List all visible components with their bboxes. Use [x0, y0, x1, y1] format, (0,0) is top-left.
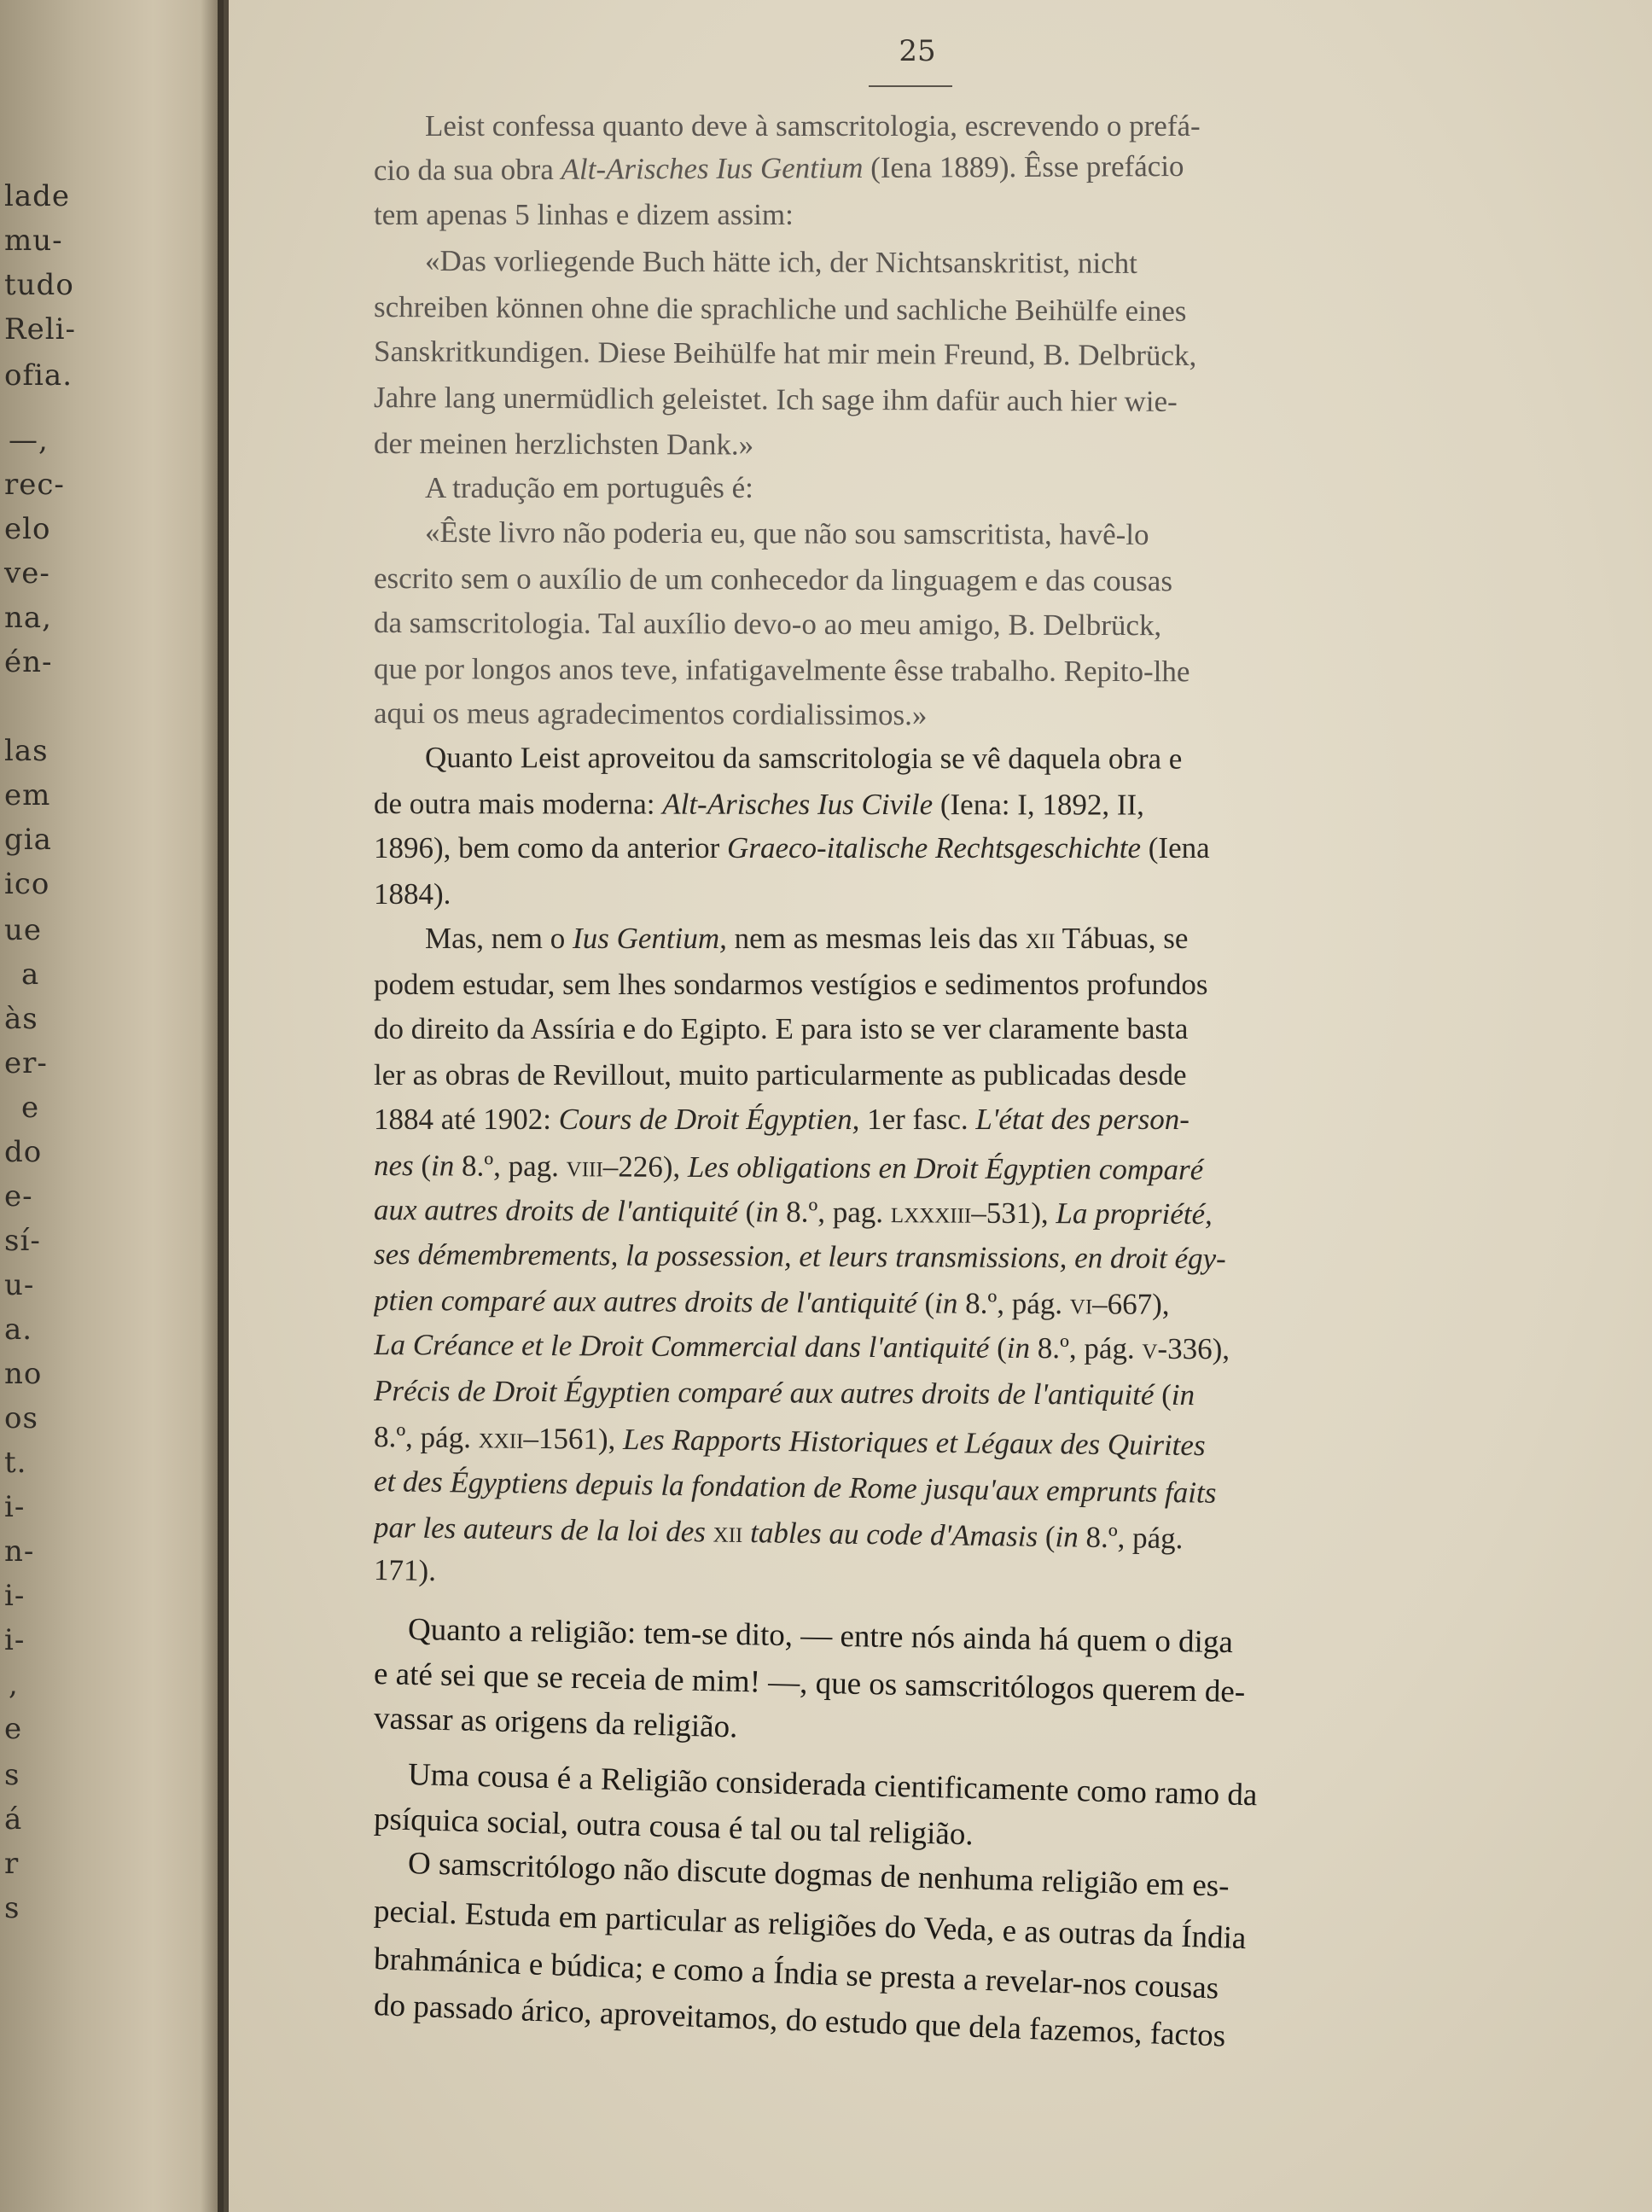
- text-run: (: [916, 1286, 935, 1320]
- text-run: 1884).: [374, 877, 451, 911]
- italic-text: La Créance et le Droit Commercial dans l'antiquité: [373, 1328, 990, 1365]
- text-run: psíquica social, outra cousa é tal ou tal religião.: [373, 1802, 974, 1853]
- italic-text: ses démembrements, la possession, et leurs transmissions, en droit égy-: [373, 1237, 1226, 1276]
- facing-page-fragment: i-: [4, 1579, 26, 1613]
- facing-page-fragment: ico: [4, 867, 50, 901]
- text-run: vassar as origens da religião.: [373, 1701, 738, 1745]
- text-run: 1896), bem como da anterior: [374, 831, 728, 864]
- italic-text: L'état des person-: [975, 1103, 1190, 1136]
- facing-page-fragment: s: [4, 1891, 20, 1925]
- text-line: [374, 968, 1483, 1012]
- page-number: 25: [899, 34, 936, 68]
- italic-text: Les obligations en Droit Égyptien comparé: [687, 1150, 1204, 1187]
- italic-text: tables au code d'Amasis: [742, 1516, 1038, 1553]
- italic-text: in: [430, 1149, 455, 1183]
- facing-page-fragment: t.: [4, 1446, 27, 1480]
- text-line: [374, 381, 1483, 431]
- text-run: (: [737, 1195, 756, 1229]
- text-run: tem apenas 5 linhas e dizem assim:: [374, 198, 794, 231]
- facing-page-fragment: ue: [4, 913, 43, 947]
- text-line: [374, 1328, 1483, 1378]
- small-caps-text: xxii: [478, 1421, 524, 1455]
- italic-text: par les auteurs de la loi des: [373, 1511, 713, 1549]
- facing-page-fragment: os: [4, 1401, 38, 1435]
- text-line: [374, 1058, 1483, 1103]
- facing-page-fragment: i-: [4, 1623, 26, 1657]
- text-line: [374, 290, 1483, 341]
- facing-page-fragment: rec-: [4, 468, 65, 502]
- small-caps-text: xii: [713, 1515, 743, 1550]
- text-run: nem as mesmas leis das: [726, 922, 1026, 955]
- text-run: escrito sem o auxílio de um conhecedor da linguagem e das cousas: [373, 562, 1173, 598]
- facing-page-fragment: em: [4, 778, 51, 812]
- facing-page-fragment: tudo: [4, 268, 74, 302]
- text-run: Tábuas, se: [1055, 922, 1189, 955]
- facing-page-fragment: u-: [4, 1268, 35, 1302]
- facing-page-fragment: e-: [4, 1179, 33, 1214]
- text-line: [374, 652, 1483, 701]
- italic-text: Précis de Droit Égyptien comparé aux autres droits de l'antiquité: [373, 1374, 1155, 1412]
- text-run: brahmánica e búdica; e como a Índia se presta a revelar-nos cousas: [373, 1941, 1219, 2006]
- text-line: [425, 741, 1483, 787]
- text-run: «Das vorliegende Buch hätte ich, der Nichtsanskritist, nicht: [424, 244, 1138, 280]
- facing-page-fragment: én-: [4, 645, 53, 679]
- text-line: [374, 427, 1483, 475]
- text-run: 8.º, pág.: [1029, 1331, 1143, 1365]
- text-run: schreiben können ohne die sprachliche und sachliche Beihülfe eines: [373, 290, 1187, 328]
- italic-text: in: [1171, 1377, 1195, 1412]
- text-run: Quanto a religião: tem-se dito, — entre nós ainda há quem o diga: [407, 1612, 1234, 1661]
- text-run: do direito da Assíria e do Egipto. E para isto se ver claramente basta: [374, 1012, 1189, 1045]
- text-run: Sanskritkundigen. Diese Beihülfe hat mir mein Freund, B. Delbrück,: [373, 335, 1197, 373]
- text-line: [374, 696, 1483, 745]
- text-run: 8.º, pág.: [1078, 1520, 1184, 1556]
- italic-text: Graeco-italische Rechtsgeschichte: [727, 831, 1142, 864]
- italic-text: Alt-Arisches Ius Gentium: [561, 150, 864, 186]
- text-run: –226),: [602, 1150, 689, 1184]
- text-run: pecial. Estuda em particular as religiões do Veda, e as outras da Índia: [373, 1894, 1247, 1957]
- text-line: [425, 471, 1483, 515]
- facing-page-fragment: e: [4, 1712, 23, 1746]
- facing-page-fragment: Reli-: [4, 312, 76, 346]
- facing-page-fragment: a: [21, 958, 40, 992]
- text-line: [374, 787, 1483, 833]
- facing-page-fragment: na,: [4, 601, 52, 635]
- facing-page-fragment: às: [4, 1002, 38, 1036]
- text-line: [374, 1374, 1483, 1424]
- italic-text: La propriété,: [1056, 1196, 1213, 1231]
- facing-page-fragment: r: [4, 1847, 20, 1881]
- italic-text: Cours de Droit Égyptien,: [558, 1103, 860, 1136]
- text-line: [374, 606, 1483, 655]
- facing-page-fragment: er-: [4, 1046, 48, 1080]
- text-run: e até sei que se receia de mim! —, que os samscritólogos querem de-: [373, 1656, 1246, 1710]
- facing-page-fragment: sí-: [4, 1224, 41, 1258]
- text-run: ler as obras de Revillout, muito particularmente as publicadas desde: [374, 1058, 1187, 1091]
- italic-text: et des Égyptiens depuis la fondation de Rome jusqu'aux emprunts faits: [373, 1464, 1217, 1510]
- text-run: (Iena: I, 1892, II,: [933, 788, 1144, 822]
- text-line: [425, 244, 1483, 292]
- text-line: [374, 335, 1483, 385]
- text-run: Mas, nem o: [425, 922, 573, 955]
- text-run: A tradução em português é:: [425, 471, 753, 504]
- text-run: –531),: [971, 1196, 1056, 1231]
- text-line: [374, 1284, 1483, 1334]
- text-run: –667),: [1092, 1287, 1170, 1321]
- facing-page-fragment: —,: [9, 423, 49, 457]
- small-caps-text: viii: [566, 1150, 603, 1184]
- text-line: [374, 1012, 1483, 1057]
- text-line: [374, 198, 1483, 242]
- text-run: 8.º, pág.: [957, 1286, 1070, 1321]
- text-run: de outra mais moderna:: [373, 787, 663, 821]
- text-line: [374, 148, 1483, 198]
- italic-text: in: [1055, 1520, 1079, 1554]
- text-line: [374, 1103, 1483, 1147]
- facing-page-fragment: elo: [4, 512, 51, 546]
- facing-page-fragment: gia: [4, 823, 52, 857]
- small-caps-text: lxxxiii: [890, 1196, 972, 1230]
- text-line: [374, 1193, 1483, 1243]
- page-number-rule: [869, 85, 952, 87]
- text-run: cio da sua obra: [373, 152, 561, 187]
- facing-page-fragment: ofia.: [4, 358, 73, 393]
- facing-page-fragment: ve-: [4, 556, 50, 591]
- text-line: [374, 562, 1483, 610]
- facing-page-fragment: ,: [9, 1668, 19, 1702]
- facing-page-fragment: n-: [4, 1534, 35, 1569]
- text-line: [374, 1149, 1483, 1199]
- facing-page-fragment: mu-: [4, 224, 63, 258]
- facing-page-fragment: á: [4, 1802, 23, 1837]
- text-line: [374, 877, 1483, 922]
- italic-text: Les Rapports Historiques et Légaux des Quirites: [622, 1423, 1206, 1463]
- facing-page-fragment: e: [21, 1091, 40, 1125]
- text-run: 1er fasc.: [859, 1103, 976, 1136]
- text-run: (: [989, 1330, 1007, 1365]
- facing-page: [0, 0, 224, 2212]
- italic-text: in: [1006, 1330, 1031, 1365]
- small-caps-text: vi: [1069, 1287, 1093, 1321]
- text-run: 8.º, pág.: [373, 1420, 479, 1455]
- facing-page-fragment: s: [4, 1758, 20, 1792]
- small-caps-text: xii: [1025, 922, 1056, 955]
- facing-page-fragment: lade: [4, 179, 71, 213]
- text-line: [374, 1237, 1483, 1288]
- text-run: 171).: [373, 1553, 437, 1588]
- text-run: 1884 até 1902:: [374, 1103, 559, 1136]
- italic-text: Alt-Arisches Ius Civile: [662, 787, 934, 822]
- text-run: O samscritólogo não discute dogmas de nenhuma religião em es-: [407, 1846, 1230, 1904]
- italic-text: aux autres droits de l'antiquité: [373, 1193, 738, 1229]
- text-run: «Êste livro não poderia eu, que não sou samscritista, havê-lo: [424, 515, 1149, 551]
- text-run: do passado árico, aproveitamos, do estudo que dela fazemos, factos: [373, 1988, 1226, 2054]
- text-line: [425, 109, 1483, 154]
- facing-page-fragment: las: [4, 734, 49, 768]
- italic-text: nes: [373, 1149, 414, 1183]
- text-run: -336),: [1157, 1331, 1230, 1366]
- facing-page-fragment: a.: [4, 1313, 33, 1347]
- italic-text: ptien comparé aux autres droits de l'antiquité: [373, 1284, 917, 1320]
- facing-page-fragment: do: [4, 1135, 43, 1169]
- text-run: Jahre lang unermüdlich geleistet. Ich sage ihm dafür auch hier wie-: [373, 381, 1178, 418]
- text-run: da samscritologia. Tal auxílio devo-o ao meu amigo, B. Delbrück,: [373, 606, 1162, 643]
- text-line: [374, 831, 1483, 876]
- text-run: –1561),: [523, 1421, 624, 1457]
- small-caps-text: v: [1142, 1331, 1158, 1365]
- text-run: (Iena 1889). Êsse prefácio: [863, 149, 1184, 184]
- facing-page-fragment: no: [4, 1357, 43, 1391]
- italic-text: in: [755, 1195, 779, 1229]
- facing-page-fragment: i-: [4, 1490, 26, 1524]
- text-run: (: [1037, 1519, 1056, 1554]
- text-run: aqui os meus agradecimentos cordialissimos.»: [373, 696, 928, 732]
- text-run: (: [1154, 1377, 1172, 1412]
- text-run: (Iena: [1141, 831, 1210, 864]
- italic-text: in: [934, 1286, 958, 1320]
- text-line: [425, 515, 1483, 563]
- text-run: 8.º, pag.: [778, 1195, 891, 1230]
- text-run: podem estudar, sem lhes sondarmos vestígios e sedimentos profundos: [374, 968, 1208, 1001]
- italic-text: Ius Gentium,: [573, 922, 727, 955]
- text-run: Quanto Leist aproveitou da samscritologia se vê daquela obra e: [424, 741, 1183, 776]
- text-run: que por longos anos teve, infatigavelmente êsse trabalho. Repito-lhe: [373, 652, 1190, 689]
- text-run: Uma cousa é a Religião considerada cientificamente como ramo da: [407, 1757, 1258, 1813]
- text-run: Leist confessa quanto deve à samscritologia, escrevendo o prefá-: [425, 109, 1201, 143]
- text-run: (: [413, 1149, 432, 1183]
- text-line: [425, 922, 1483, 966]
- text-run: 8.º, pag.: [454, 1149, 567, 1184]
- text-run: der meinen herzlichsten Dank.»: [373, 427, 754, 462]
